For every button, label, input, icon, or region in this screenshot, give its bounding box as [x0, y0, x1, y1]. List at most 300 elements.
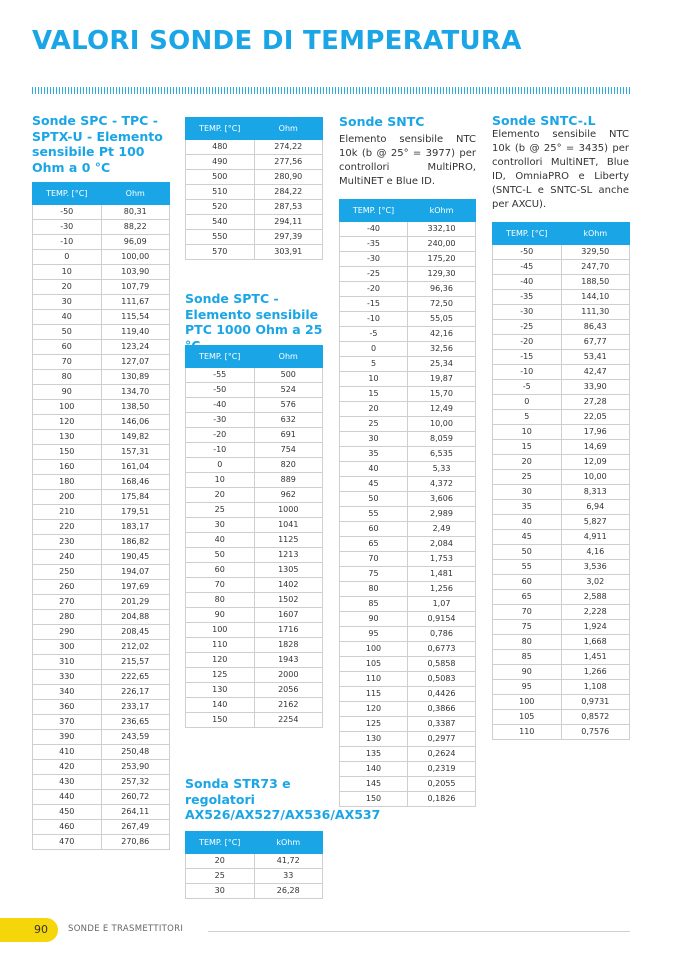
- resistance-cell: 42,47: [561, 365, 630, 380]
- resistance-cell: 5,33: [408, 462, 476, 477]
- resistance-cell: 0,5083: [408, 672, 476, 687]
- table-row: [186, 185, 323, 200]
- footer-section-label: SONDE E TRASMETTITORI: [68, 924, 184, 934]
- temperature-cell: 30: [186, 884, 255, 899]
- resistance-cell: 1,668: [561, 635, 630, 650]
- temperature-cell: 30: [186, 518, 255, 533]
- table-row: [340, 717, 476, 732]
- table-row: [186, 488, 323, 503]
- temperature-cell: -25: [493, 320, 562, 335]
- temperature-cell: 80: [33, 370, 102, 385]
- resistance-cell: 233,17: [101, 700, 170, 715]
- table-row: [340, 582, 476, 597]
- temperature-cell: 290: [33, 625, 102, 640]
- table-row: [340, 267, 476, 282]
- table-row: [186, 428, 323, 443]
- temperature-cell: -20: [340, 282, 408, 297]
- resistance-cell: 19,87: [408, 372, 476, 387]
- resistance-cell: 0,2055: [408, 777, 476, 792]
- table-row: [33, 295, 170, 310]
- resistance-cell: 197,69: [101, 580, 170, 595]
- temperature-cell: 125: [186, 668, 255, 683]
- temperature-cell: 25: [186, 869, 255, 884]
- temperature-cell: 20: [493, 455, 562, 470]
- resistance-cell: 146,06: [101, 415, 170, 430]
- resistance-cell: 250,48: [101, 745, 170, 760]
- temperature-cell: 70: [186, 578, 255, 593]
- temperature-cell: 40: [340, 462, 408, 477]
- resistance-cell: 2,588: [561, 590, 630, 605]
- resistance-cell: 149,82: [101, 430, 170, 445]
- table-row: [33, 580, 170, 595]
- resistance-cell: 22,05: [561, 410, 630, 425]
- resistance-cell: 1607: [254, 608, 323, 623]
- temperature-cell: 50: [186, 548, 255, 563]
- temperature-cell: -45: [493, 260, 562, 275]
- temperature-cell: 520: [186, 200, 255, 215]
- table-row: [33, 745, 170, 760]
- table-row: [186, 854, 323, 869]
- resistance-cell: 1000: [254, 503, 323, 518]
- resistance-cell: 267,49: [101, 820, 170, 835]
- table-row: [186, 473, 323, 488]
- table-row: [33, 370, 170, 385]
- temperature-cell: 70: [340, 552, 408, 567]
- temperature-cell: 490: [186, 155, 255, 170]
- temperature-cell: 50: [493, 545, 562, 560]
- temperature-cell: 100: [33, 400, 102, 415]
- table-row: [186, 698, 323, 713]
- resistance-cell: 2,228: [561, 605, 630, 620]
- table-row: [340, 507, 476, 522]
- temperature-cell: 60: [340, 522, 408, 537]
- table-row: [340, 222, 476, 237]
- resistance-cell: 96,36: [408, 282, 476, 297]
- table-row: [186, 533, 323, 548]
- table-row: [186, 383, 323, 398]
- table-row: [186, 518, 323, 533]
- column-header: TEMP. [°C]: [186, 118, 255, 140]
- table-sntc: [339, 199, 476, 807]
- temperature-cell: 150: [33, 445, 102, 460]
- page-number: 90: [0, 918, 58, 942]
- resistance-cell: 186,82: [101, 535, 170, 550]
- temperature-cell: 5: [340, 357, 408, 372]
- table-row: [493, 290, 630, 305]
- table-row: [33, 340, 170, 355]
- temperature-cell: 40: [186, 533, 255, 548]
- table-row: [340, 237, 476, 252]
- table-row: [493, 455, 630, 470]
- table-row: [33, 205, 170, 220]
- temperature-cell: 460: [33, 820, 102, 835]
- temperature-cell: 145: [340, 777, 408, 792]
- resistance-cell: 190,45: [101, 550, 170, 565]
- resistance-cell: 226,17: [101, 685, 170, 700]
- table-row: [493, 470, 630, 485]
- table-row: [186, 170, 323, 185]
- temperature-cell: 45: [340, 477, 408, 492]
- temperature-cell: 330: [33, 670, 102, 685]
- temperature-cell: 0: [33, 250, 102, 265]
- temperature-cell: -30: [340, 252, 408, 267]
- temperature-cell: 80: [493, 635, 562, 650]
- table-row: [33, 535, 170, 550]
- table-row: [186, 368, 323, 383]
- description-sonde-sntc-l: Elemento sensibile NTC 10k (b @ 25° = 3435) per controllori MultiNET, Blue ID, OmniaPRO e Liberty (SNTC-L e SNTC-SL anche per AXCU).: [492, 129, 629, 210]
- resistance-cell: 277,56: [254, 155, 323, 170]
- temperature-cell: 280: [33, 610, 102, 625]
- temperature-cell: 410: [33, 745, 102, 760]
- heading-sonde-sntc: Sonde SNTC: [339, 114, 425, 129]
- table-row: [493, 500, 630, 515]
- temperature-cell: 130: [186, 683, 255, 698]
- column-header: kOhm: [408, 200, 476, 222]
- resistance-cell: 2056: [254, 683, 323, 698]
- table-row: [340, 687, 476, 702]
- resistance-cell: 820: [254, 458, 323, 473]
- table-row: [493, 605, 630, 620]
- temperature-cell: 270: [33, 595, 102, 610]
- table-sntc-l: [492, 222, 630, 740]
- resistance-cell: 42,16: [408, 327, 476, 342]
- resistance-cell: 1,924: [561, 620, 630, 635]
- table-row: [186, 623, 323, 638]
- temperature-cell: 85: [340, 597, 408, 612]
- temperature-cell: 55: [340, 507, 408, 522]
- resistance-cell: 1125: [254, 533, 323, 548]
- table-row: [33, 280, 170, 295]
- resistance-cell: 0,4426: [408, 687, 476, 702]
- table-row: [33, 775, 170, 790]
- temperature-cell: 10: [340, 372, 408, 387]
- temperature-cell: 105: [340, 657, 408, 672]
- resistance-cell: 294,11: [254, 215, 323, 230]
- resistance-cell: 1213: [254, 548, 323, 563]
- temperature-cell: 75: [340, 567, 408, 582]
- table-row: [340, 657, 476, 672]
- table-row: [340, 672, 476, 687]
- table-row: [340, 477, 476, 492]
- temperature-cell: -30: [33, 220, 102, 235]
- temperature-cell: 10: [33, 265, 102, 280]
- temperature-cell: -35: [493, 290, 562, 305]
- resistance-cell: 103,90: [101, 265, 170, 280]
- resistance-cell: 2254: [254, 713, 323, 728]
- table-row: [340, 567, 476, 582]
- temperature-cell: 370: [33, 715, 102, 730]
- resistance-cell: 72,50: [408, 297, 476, 312]
- table-row: [493, 305, 630, 320]
- table-row: [33, 355, 170, 370]
- resistance-cell: 264,11: [101, 805, 170, 820]
- resistance-cell: 8,313: [561, 485, 630, 500]
- resistance-cell: 80,31: [101, 205, 170, 220]
- temperature-cell: 15: [340, 387, 408, 402]
- resistance-cell: 1402: [254, 578, 323, 593]
- resistance-cell: 3,606: [408, 492, 476, 507]
- temperature-cell: -40: [493, 275, 562, 290]
- temperature-cell: 300: [33, 640, 102, 655]
- table-row: [340, 552, 476, 567]
- table-row: [340, 537, 476, 552]
- table-row: [33, 595, 170, 610]
- temperature-cell: 20: [186, 854, 255, 869]
- table-row: [186, 443, 323, 458]
- resistance-cell: 500: [254, 368, 323, 383]
- resistance-cell: 1716: [254, 623, 323, 638]
- resistance-cell: 0,9731: [561, 695, 630, 710]
- temperature-cell: 90: [186, 608, 255, 623]
- table-row: [33, 445, 170, 460]
- temperature-cell: 10: [493, 425, 562, 440]
- table-row: [493, 590, 630, 605]
- resistance-cell: 107,79: [101, 280, 170, 295]
- temperature-cell: 70: [33, 355, 102, 370]
- resistance-cell: 576: [254, 398, 323, 413]
- column-header: TEMP. [°C]: [493, 223, 562, 245]
- resistance-cell: 0,9154: [408, 612, 476, 627]
- temperature-cell: 55: [493, 560, 562, 575]
- temperature-cell: 100: [340, 642, 408, 657]
- table-row: [340, 747, 476, 762]
- temperature-cell: -30: [186, 413, 255, 428]
- table-row: [186, 398, 323, 413]
- temperature-cell: 5: [493, 410, 562, 425]
- table-row: [33, 655, 170, 670]
- column-header: Ohm: [101, 183, 170, 205]
- table-row: [186, 593, 323, 608]
- temperature-cell: 110: [340, 672, 408, 687]
- resistance-cell: 127,07: [101, 355, 170, 370]
- table-str73: [185, 831, 323, 899]
- temperature-cell: 85: [493, 650, 562, 665]
- resistance-cell: 4,372: [408, 477, 476, 492]
- temperature-cell: -35: [340, 237, 408, 252]
- table-row: [33, 820, 170, 835]
- column-header: Ohm: [254, 346, 323, 368]
- resistance-cell: 3,02: [561, 575, 630, 590]
- table-row: [493, 395, 630, 410]
- table-row: [493, 515, 630, 530]
- table-row: [33, 715, 170, 730]
- table-row: [493, 575, 630, 590]
- temperature-cell: 200: [33, 490, 102, 505]
- temperature-cell: 110: [493, 725, 562, 740]
- temperature-cell: 35: [340, 447, 408, 462]
- resistance-cell: 0,5858: [408, 657, 476, 672]
- resistance-cell: 5,827: [561, 515, 630, 530]
- resistance-cell: 1305: [254, 563, 323, 578]
- temperature-cell: 105: [493, 710, 562, 725]
- temperature-cell: 160: [33, 460, 102, 475]
- temperature-cell: 75: [493, 620, 562, 635]
- temperature-cell: 440: [33, 790, 102, 805]
- resistance-cell: 2,084: [408, 537, 476, 552]
- temperature-cell: -50: [186, 383, 255, 398]
- resistance-cell: 0,2977: [408, 732, 476, 747]
- temperature-cell: 20: [340, 402, 408, 417]
- resistance-cell: 1041: [254, 518, 323, 533]
- temperature-cell: 95: [340, 627, 408, 642]
- resistance-cell: 96,09: [101, 235, 170, 250]
- table-row: [186, 200, 323, 215]
- resistance-cell: 86,43: [561, 320, 630, 335]
- resistance-cell: 1,266: [561, 665, 630, 680]
- table-row: [340, 462, 476, 477]
- resistance-cell: 253,90: [101, 760, 170, 775]
- table-row: [186, 713, 323, 728]
- table-row: [186, 668, 323, 683]
- temperature-cell: 60: [186, 563, 255, 578]
- temperature-cell: 25: [186, 503, 255, 518]
- resistance-cell: 33,90: [561, 380, 630, 395]
- temperature-cell: 0: [186, 458, 255, 473]
- table-row: [340, 792, 476, 807]
- resistance-cell: 280,90: [254, 170, 323, 185]
- table-row: [186, 155, 323, 170]
- table-row: [33, 475, 170, 490]
- table-row: [33, 460, 170, 475]
- resistance-cell: 754: [254, 443, 323, 458]
- temperature-cell: 45: [493, 530, 562, 545]
- resistance-cell: 26,28: [254, 884, 323, 899]
- resistance-cell: 14,69: [561, 440, 630, 455]
- resistance-cell: 0,3387: [408, 717, 476, 732]
- resistance-cell: 889: [254, 473, 323, 488]
- resistance-cell: 100,00: [101, 250, 170, 265]
- table-row: [493, 650, 630, 665]
- table-row: [33, 790, 170, 805]
- table-row: [186, 638, 323, 653]
- temperature-cell: -30: [493, 305, 562, 320]
- table-row: [186, 653, 323, 668]
- resistance-cell: 270,86: [101, 835, 170, 850]
- temperature-cell: 360: [33, 700, 102, 715]
- table-row: [340, 357, 476, 372]
- resistance-cell: 194,07: [101, 565, 170, 580]
- resistance-cell: 33: [254, 869, 323, 884]
- temperature-cell: 140: [186, 698, 255, 713]
- resistance-cell: 175,84: [101, 490, 170, 505]
- table-sptc-ptc1000: [185, 345, 323, 728]
- table-row: [186, 245, 323, 260]
- resistance-cell: 138,50: [101, 400, 170, 415]
- resistance-cell: 1,481: [408, 567, 476, 582]
- table-row: [33, 400, 170, 415]
- table-row: [340, 372, 476, 387]
- table-row: [33, 670, 170, 685]
- table-row: [493, 440, 630, 455]
- temperature-cell: -10: [186, 443, 255, 458]
- resistance-cell: 1943: [254, 653, 323, 668]
- table-row: [493, 560, 630, 575]
- table-row: [33, 520, 170, 535]
- table-row: [493, 545, 630, 560]
- table-row: [33, 685, 170, 700]
- temperature-cell: 120: [33, 415, 102, 430]
- resistance-cell: 524: [254, 383, 323, 398]
- table-row: [186, 869, 323, 884]
- temperature-cell: 20: [33, 280, 102, 295]
- resistance-cell: 67,77: [561, 335, 630, 350]
- temperature-cell: 140: [340, 762, 408, 777]
- table-row: [340, 447, 476, 462]
- resistance-cell: 303,91: [254, 245, 323, 260]
- temperature-cell: 30: [340, 432, 408, 447]
- table-row: [33, 310, 170, 325]
- table-row: [493, 335, 630, 350]
- resistance-cell: 208,45: [101, 625, 170, 640]
- resistance-cell: 27,28: [561, 395, 630, 410]
- resistance-cell: 962: [254, 488, 323, 503]
- table-row: [493, 725, 630, 740]
- table-row: [33, 250, 170, 265]
- table-row: [33, 265, 170, 280]
- heading-sonde-sntc-l: Sonde SNTC-.L: [492, 113, 596, 128]
- temperature-cell: 420: [33, 760, 102, 775]
- temperature-cell: 150: [186, 713, 255, 728]
- table-row: [340, 297, 476, 312]
- resistance-cell: 0,8572: [561, 710, 630, 725]
- temperature-cell: 15: [493, 440, 562, 455]
- table-row: [186, 548, 323, 563]
- table-row: [33, 505, 170, 520]
- resistance-cell: 134,70: [101, 385, 170, 400]
- resistance-cell: 12,09: [561, 455, 630, 470]
- temperature-cell: 30: [33, 295, 102, 310]
- resistance-cell: 55,05: [408, 312, 476, 327]
- temperature-cell: 135: [340, 747, 408, 762]
- temperature-cell: -5: [340, 327, 408, 342]
- temperature-cell: 60: [33, 340, 102, 355]
- temperature-cell: 210: [33, 505, 102, 520]
- resistance-cell: 0,3866: [408, 702, 476, 717]
- resistance-cell: 0,2624: [408, 747, 476, 762]
- table-row: [33, 565, 170, 580]
- footer-divider: [208, 931, 630, 932]
- table-row: [340, 492, 476, 507]
- column-header: TEMP. [°C]: [340, 200, 408, 222]
- resistance-cell: 157,31: [101, 445, 170, 460]
- resistance-cell: 243,59: [101, 730, 170, 745]
- resistance-cell: 257,32: [101, 775, 170, 790]
- resistance-cell: 111,67: [101, 295, 170, 310]
- temperature-cell: 90: [33, 385, 102, 400]
- table-row: [186, 215, 323, 230]
- table-row: [186, 563, 323, 578]
- table-row: [33, 730, 170, 745]
- resistance-cell: 260,72: [101, 790, 170, 805]
- temperature-cell: -25: [340, 267, 408, 282]
- column-header: TEMP. [°C]: [33, 183, 102, 205]
- temperature-cell: -15: [493, 350, 562, 365]
- table-row: [33, 835, 170, 850]
- resistance-cell: 10,00: [408, 417, 476, 432]
- table-row: [186, 458, 323, 473]
- table-row: [340, 777, 476, 792]
- temperature-cell: 35: [493, 500, 562, 515]
- temperature-cell: 230: [33, 535, 102, 550]
- temperature-cell: 25: [340, 417, 408, 432]
- page-title: VALORI SONDE DI TEMPERATURA: [32, 26, 522, 56]
- resistance-cell: 332,10: [408, 222, 476, 237]
- table-spc-pt100-continued: [185, 117, 323, 260]
- table-row: [340, 252, 476, 267]
- table-row: [340, 417, 476, 432]
- resistance-cell: 691: [254, 428, 323, 443]
- resistance-cell: 4,911: [561, 530, 630, 545]
